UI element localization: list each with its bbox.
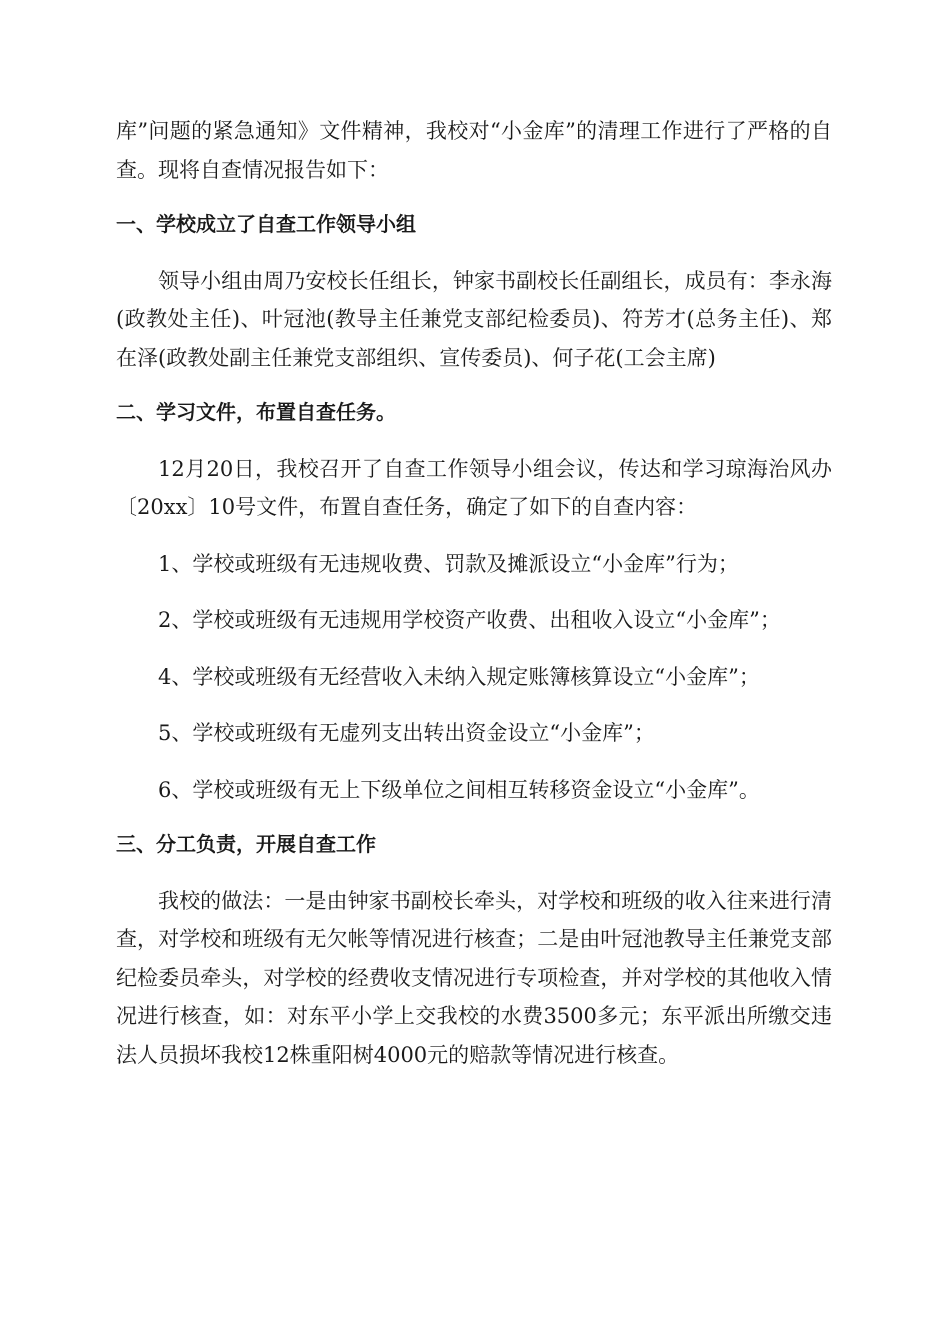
section-3-paragraph-1: 我校的做法：一是由钟家书副校长牵头，对学校和班级的收入往来进行清查，对学校和班级有无欠帐等情况进行核查；二是由叶冠池教导主任兼党支部纪检委员牵头，对学校的经费收支情况进行专项检查，并对学校的其他收入情况进行核查，如：对东平小学上交我校的水费3500多元；东平派出所缴交违法人员损坏我校12株重阳树4000元的赔款等情况进行核查。 bbox=[116, 888, 832, 1067]
section-2-heading: 二、学习文件，布置自查任务。 bbox=[116, 400, 396, 424]
checklist-item-4: 4、学校或班级有无经营收入未纳入规定账簿核算设立“小金库”； bbox=[158, 664, 760, 689]
intro-paragraph: 库”问题的紧急通知》文件精神，我校对“小金库”的清理工作进行了严格的自查。现将自查情况报告如下： bbox=[116, 119, 832, 182]
checklist-item-6: 6、学校或班级有无上下级单位之间相互转移资金设立“小金库”。 bbox=[158, 777, 760, 802]
document-body bbox=[116, 112, 832, 1074]
checklist-item-1: 1、学校或班级有无违规收费、罚款及摊派设立“小金库”行为； bbox=[158, 551, 739, 576]
section-1-heading: 一、学校成立了自查工作领导小组 bbox=[116, 212, 416, 236]
section-2-paragraph-1: 12月20日，我校召开了自查工作领导小组会议，传达和学习琼海治风办〔20xx〕10号文件，布置自查任务，确定了如下的自查内容： bbox=[116, 456, 832, 519]
section-1-paragraph-1: 领导小组由周乃安校长任组长，钟家书副校长任副组长，成员有：李永海(政教处主任)、叶冠池(教导主任兼党支部纪检委员)、符芳才(总务主任)、郑在泽(政教处副主任兼党支部组织、宣传委员)、何子花(工会主席) bbox=[116, 268, 832, 370]
checklist-item-5: 5、学校或班级有无虚列支出转出资金设立“小金库”； bbox=[158, 721, 655, 745]
section-3-heading: 三、分工负责，开展自查工作 bbox=[116, 832, 376, 856]
checklist-item-2: 2、学校或班级有无违规用学校资产收费、出租收入设立“小金库”； bbox=[158, 608, 781, 632]
